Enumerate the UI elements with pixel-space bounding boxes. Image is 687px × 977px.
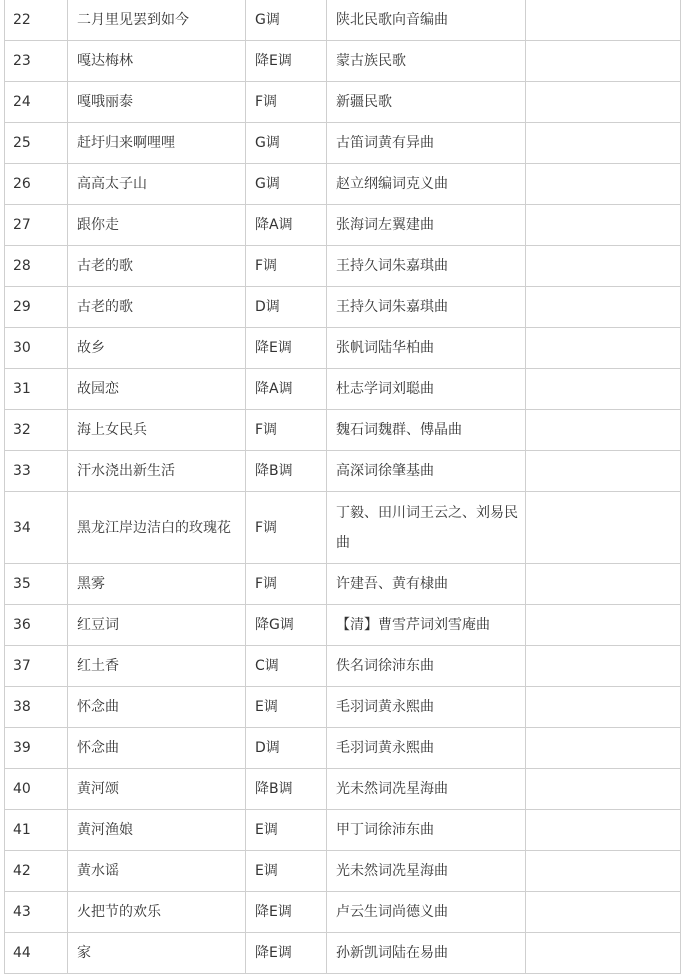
key-cell: E调: [246, 851, 327, 892]
key-cell: F调: [246, 492, 327, 564]
table-row: [5, 892, 681, 933]
empty-cell: [526, 564, 681, 605]
key-cell: 降B调: [246, 769, 327, 810]
table-row: [5, 328, 681, 369]
table-row: [5, 164, 681, 205]
empty-cell: [526, 892, 681, 933]
table-row: [5, 810, 681, 851]
empty-cell: [526, 123, 681, 164]
empty-cell: [526, 82, 681, 123]
row-number-cell: 28: [5, 246, 68, 287]
key-cell: F调: [246, 564, 327, 605]
credit-cell: 杜志学词刘聪曲: [327, 369, 526, 410]
row-number-cell: 22: [5, 0, 68, 41]
song-title-cell: 黑龙江岸边洁白的玫瑰花: [68, 492, 246, 564]
row-number-cell: 36: [5, 605, 68, 646]
credit-cell: 甲丁词徐沛东曲: [327, 810, 526, 851]
credit-cell: 古笛词黄有异曲: [327, 123, 526, 164]
empty-cell: [526, 369, 681, 410]
song-title-cell: 古老的歌: [68, 246, 246, 287]
key-cell: 降B调: [246, 451, 327, 492]
key-cell: E调: [246, 810, 327, 851]
row-number-cell: 41: [5, 810, 68, 851]
song-title-cell: 嘎哦丽泰: [68, 82, 246, 123]
empty-cell: [526, 728, 681, 769]
row-number-cell: 34: [5, 492, 68, 564]
table-row: [5, 82, 681, 123]
row-number-cell: 26: [5, 164, 68, 205]
song-title-cell: 红豆词: [68, 605, 246, 646]
key-cell: D调: [246, 287, 327, 328]
song-title-cell: 红土香: [68, 646, 246, 687]
empty-cell: [526, 0, 681, 41]
credit-cell: 光未然词冼星海曲: [327, 851, 526, 892]
empty-cell: [526, 410, 681, 451]
credit-cell: 王持久词朱嘉琪曲: [327, 246, 526, 287]
table-row: [5, 933, 681, 974]
empty-cell: [526, 205, 681, 246]
credit-cell: 陕北民歌向音编曲: [327, 0, 526, 41]
row-number-cell: 35: [5, 564, 68, 605]
table-row: [5, 564, 681, 605]
key-cell: G调: [246, 0, 327, 41]
song-title-cell: 嘎达梅林: [68, 41, 246, 82]
key-cell: D调: [246, 728, 327, 769]
table-row: [5, 0, 681, 41]
song-title-cell: 高高太子山: [68, 164, 246, 205]
credit-cell: 丁毅、田川词王云之、刘易民曲: [327, 492, 526, 564]
row-number-cell: 33: [5, 451, 68, 492]
key-cell: 降A调: [246, 205, 327, 246]
song-title-cell: 黄河渔娘: [68, 810, 246, 851]
row-number-cell: 37: [5, 646, 68, 687]
key-cell: C调: [246, 646, 327, 687]
key-cell: G调: [246, 164, 327, 205]
row-number-cell: 42: [5, 851, 68, 892]
empty-cell: [526, 451, 681, 492]
credit-cell: 佚名词徐沛东曲: [327, 646, 526, 687]
empty-cell: [526, 646, 681, 687]
row-number-cell: 30: [5, 328, 68, 369]
table-row: [5, 851, 681, 892]
empty-cell: [526, 769, 681, 810]
row-number-cell: 23: [5, 41, 68, 82]
song-title-cell: 怀念曲: [68, 728, 246, 769]
table-row: [5, 123, 681, 164]
credit-cell: 张帆词陆华柏曲: [327, 328, 526, 369]
credit-cell: 赵立纲编词克义曲: [327, 164, 526, 205]
song-title-cell: 二月里见罢到如今: [68, 0, 246, 41]
table-row: [5, 687, 681, 728]
song-title-cell: 黄水谣: [68, 851, 246, 892]
credit-cell: 新疆民歌: [327, 82, 526, 123]
song-title-cell: 黄河颂: [68, 769, 246, 810]
song-title-cell: 跟你走: [68, 205, 246, 246]
credit-cell: 卢云生词尚德义曲: [327, 892, 526, 933]
song-title-cell: 怀念曲: [68, 687, 246, 728]
key-cell: 降E调: [246, 892, 327, 933]
key-cell: 降E调: [246, 41, 327, 82]
table-row: [5, 410, 681, 451]
empty-cell: [526, 246, 681, 287]
song-table-body: [5, 0, 681, 974]
empty-cell: [526, 687, 681, 728]
song-title-cell: 故乡: [68, 328, 246, 369]
table-row: [5, 451, 681, 492]
table-row: [5, 287, 681, 328]
credit-cell: 许建吾、黄有棣曲: [327, 564, 526, 605]
song-title-cell: 黑雾: [68, 564, 246, 605]
table-row: [5, 728, 681, 769]
table-row: [5, 246, 681, 287]
row-number-cell: 40: [5, 769, 68, 810]
key-cell: 降G调: [246, 605, 327, 646]
table-row: [5, 769, 681, 810]
key-cell: G调: [246, 123, 327, 164]
key-cell: 降E调: [246, 328, 327, 369]
empty-cell: [526, 851, 681, 892]
key-cell: E调: [246, 687, 327, 728]
table-row: [5, 646, 681, 687]
credit-cell: 孙新凯词陆在易曲: [327, 933, 526, 974]
key-cell: F调: [246, 246, 327, 287]
credit-cell: 张海词左翼建曲: [327, 205, 526, 246]
song-title-cell: 汗水浇出新生活: [68, 451, 246, 492]
table-row: [5, 205, 681, 246]
song-title-cell: 故园恋: [68, 369, 246, 410]
key-cell: 降A调: [246, 369, 327, 410]
empty-cell: [526, 810, 681, 851]
empty-cell: [526, 328, 681, 369]
credit-cell: 毛羽词黄永熙曲: [327, 728, 526, 769]
row-number-cell: 25: [5, 123, 68, 164]
key-cell: F调: [246, 410, 327, 451]
row-number-cell: 27: [5, 205, 68, 246]
credit-cell: 【清】曹雪芹词刘雪庵曲: [327, 605, 526, 646]
credit-cell: 魏石词魏群、傅晶曲: [327, 410, 526, 451]
credit-cell: 高深词徐肇基曲: [327, 451, 526, 492]
empty-cell: [526, 933, 681, 974]
row-number-cell: 43: [5, 892, 68, 933]
row-number-cell: 31: [5, 369, 68, 410]
row-number-cell: 44: [5, 933, 68, 974]
empty-cell: [526, 287, 681, 328]
table-row: [5, 41, 681, 82]
song-title-cell: 家: [68, 933, 246, 974]
key-cell: 降E调: [246, 933, 327, 974]
key-cell: F调: [246, 82, 327, 123]
song-title-cell: 古老的歌: [68, 287, 246, 328]
row-number-cell: 29: [5, 287, 68, 328]
credit-cell: 王持久词朱嘉琪曲: [327, 287, 526, 328]
row-number-cell: 24: [5, 82, 68, 123]
table-row: [5, 605, 681, 646]
song-title-cell: 赶圩归来啊哩哩: [68, 123, 246, 164]
credit-cell: 蒙古族民歌: [327, 41, 526, 82]
credit-cell: 毛羽词黄永熙曲: [327, 687, 526, 728]
table-row: [5, 492, 681, 564]
table-row: [5, 369, 681, 410]
empty-cell: [526, 41, 681, 82]
row-number-cell: 38: [5, 687, 68, 728]
credit-cell: 光未然词冼星海曲: [327, 769, 526, 810]
row-number-cell: 32: [5, 410, 68, 451]
empty-cell: [526, 164, 681, 205]
row-number-cell: 39: [5, 728, 68, 769]
empty-cell: [526, 492, 681, 564]
empty-cell: [526, 605, 681, 646]
song-title-cell: 海上女民兵: [68, 410, 246, 451]
song-title-cell: 火把节的欢乐: [68, 892, 246, 933]
song-table: [4, 0, 681, 974]
